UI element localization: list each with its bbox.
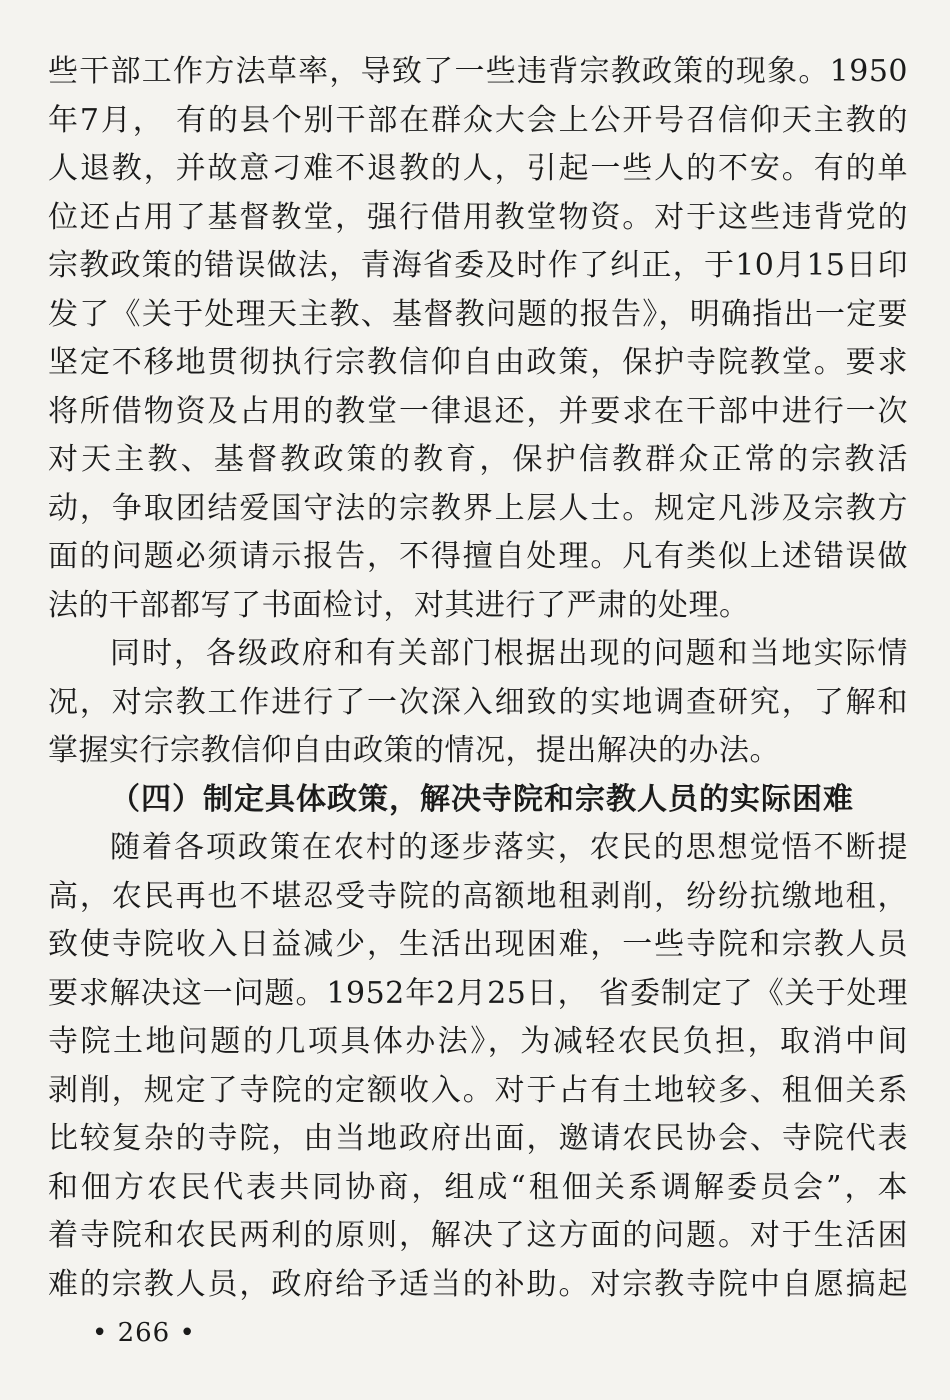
text-line: 些干部工作方法草率，导致了一些违背宗教政策的现象。1950 xyxy=(48,54,908,89)
text-line: 发了《关于处理天主教、基督教问题的报告》，明确指出一定要 xyxy=(48,296,908,332)
paragraph-start-line: 随着各项政策在农村的逐步落实，农民的思想觉悟不断提 xyxy=(110,830,908,865)
text-line: 动，争取团结爱国守法的宗教界上层人士。规定凡涉及宗教方 xyxy=(48,490,908,526)
text-line: 法的干部都写了书面检讨，对其进行了严肃的处理。 xyxy=(48,587,750,623)
page-number: • 266 • xyxy=(92,1318,196,1348)
text-line: 面的问题必须请示报告，不得擅自处理。凡有类似上述错误做 xyxy=(48,539,908,574)
paragraph-start-line: 同时，各级政府和有关部门根据出现的问题和当地实际情 xyxy=(110,636,908,671)
text-line: 难的宗教人员，政府给予适当的补助。对宗教寺院中自愿搞起 xyxy=(48,1266,908,1302)
text-line: 对天主教、基督教政策的教育，保护信教群众正常的宗教活 xyxy=(48,442,908,477)
text-line: 坚定不移地贯彻执行宗教信仰自由政策，保护寺院教堂。要求 xyxy=(48,345,908,380)
text-line: 着寺院和农民两利的原则，解决了这方面的问题。对于生活困 xyxy=(48,1218,908,1253)
text-line: 年7月， 有的县个别干部在群众大会上公开号召信仰天主教的 xyxy=(48,102,908,138)
text-line: 况，对宗教工作进行了一次深入细致的实地调查研究，了解和 xyxy=(48,684,908,720)
text-line: 要求解决这一问题。1952年2月25日， 省委制定了《关于处理 xyxy=(48,975,908,1011)
text-line: 人退教，并故意刁难不退教的人，引起一些人的不安。有的单 xyxy=(48,151,908,186)
text-line: 掌握实行宗教信仰自由政策的情况，提出解决的办法。 xyxy=(48,733,780,768)
text-line: 寺院土地问题的几项具体办法》，为减轻农民负担，取消中间 xyxy=(48,1024,908,1059)
text-line: 将所借物资及占用的教堂一律退还，并要求在干部中进行一次 xyxy=(48,393,908,429)
text-line: 和佃方农民代表共同协商，组成“租佃关系调解委员会”，本 xyxy=(48,1169,908,1205)
body-text xyxy=(48,48,908,1309)
text-line: 比较复杂的寺院，由当地政府出面，邀请农民协会、寺院代表 xyxy=(48,1121,908,1156)
text-line: 位还占用了基督教堂，强行借用教堂物资。对于这些违背党的 xyxy=(48,199,908,235)
section-heading: （四）制定具体政策，解决寺院和宗教人员的实际困难 xyxy=(110,781,854,817)
text-line: 宗教政策的错误做法，青海省委及时作了纠正，于10月15日印 xyxy=(48,248,908,283)
text-line: 高，农民再也不堪忍受寺院的高额地租剥削，纷纷抗缴地租， xyxy=(48,878,908,914)
text-line: 剥削，规定了寺院的定额收入。对于占有土地较多、租佃关系 xyxy=(48,1072,908,1108)
text-line: 致使寺院收入日益减少，生活出现困难，一些寺院和宗教人员 xyxy=(48,927,908,962)
